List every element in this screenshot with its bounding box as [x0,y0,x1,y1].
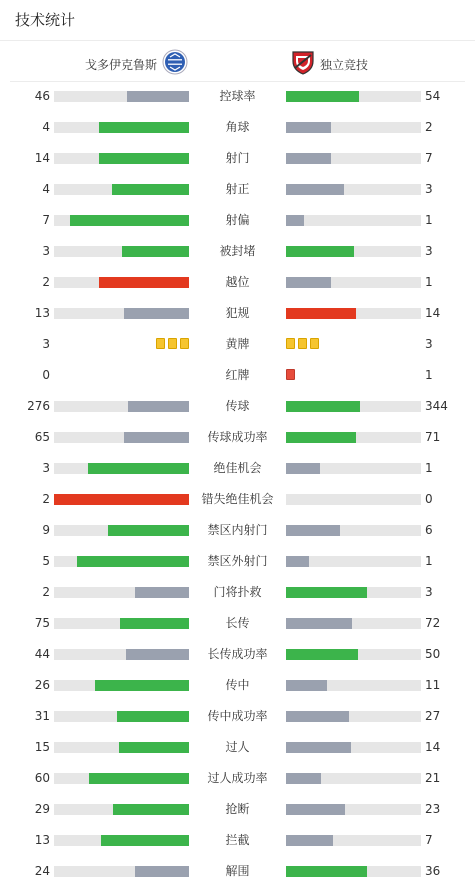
away-stat-bar-fill [286,153,331,164]
away-stat-bar-fill [286,184,344,195]
away-stat-value: 1 [425,213,433,227]
away-cards [286,369,295,380]
home-stat-bar [54,401,189,412]
away-stat-bar-fill [286,804,345,815]
home-stat-bar-fill [127,91,189,102]
away-stat-value: 7 [425,833,433,847]
home-team[interactable] [85,49,188,79]
away-stat-bar-fill [286,525,340,536]
home-stat-bar [54,680,189,691]
stat-name: 错失绝佳机会 [201,492,274,506]
home-stat-bar [54,308,189,319]
stat-row [0,81,475,112]
stat-name: 过人 [225,740,250,754]
stat-row [0,205,475,236]
yellow-card-icon [298,338,307,349]
home-stat-bar-fill [89,773,189,784]
away-stat-bar [286,463,421,474]
away-stat-bar [286,773,421,784]
home-stat-bar [54,463,189,474]
away-stat-value: 11 [425,678,441,692]
away-stat-bar-fill [286,308,356,319]
away-stat-bar-fill [286,401,360,412]
home-stat-bar-fill [99,153,189,164]
away-stat-bar [286,804,421,815]
stat-row [0,825,475,856]
away-team-crest-icon [291,49,315,79]
page-title: 技术统计 [15,11,76,29]
yellow-card-icon [168,338,177,349]
stat-name: 射偏 [225,213,250,227]
away-stat-bar [286,184,421,195]
home-stat-value: 3 [42,461,50,475]
away-stat-value: 1 [425,368,433,382]
home-stat-bar [54,866,189,877]
home-stat-value: 4 [42,182,50,196]
home-stat-bar [54,122,189,133]
away-cards [286,338,319,349]
home-stat-value: 46 [34,89,50,103]
away-stat-bar-fill [286,432,356,443]
away-stat-bar [286,618,421,629]
stat-name: 传中 [225,678,250,692]
away-team[interactable] [291,49,368,79]
away-stat-bar [286,91,421,102]
away-stat-bar-fill [286,773,321,784]
away-stat-bar [286,308,421,319]
home-stat-value: 7 [42,213,50,227]
home-stat-bar-fill [113,804,189,815]
away-stat-bar-fill [286,587,367,598]
stat-name: 传中成功率 [207,709,268,723]
stat-row [0,515,475,546]
home-stat-value: 44 [34,647,50,661]
home-stat-value: 2 [42,275,50,289]
stat-name: 绝佳机会 [213,461,262,475]
home-stat-value: 65 [34,430,50,444]
stat-row [0,670,475,701]
away-stat-bar [286,153,421,164]
home-stat-value: 31 [34,709,50,723]
away-stat-value: 1 [425,554,433,568]
stat-row [0,608,475,639]
home-stat-bar-fill [119,742,189,753]
away-stat-bar [286,742,421,753]
away-stat-bar-fill [286,618,352,629]
home-stat-value: 276 [27,399,50,413]
stats-list [0,81,475,887]
red-card-icon [286,369,295,380]
away-stat-bar-fill [286,277,331,288]
away-stat-bar-fill [286,215,304,226]
away-stat-bar-fill [286,91,359,102]
away-stat-bar [286,246,421,257]
stat-name: 射门 [225,151,250,165]
away-stat-bar-fill [286,556,309,567]
yellow-card-icon [286,338,295,349]
away-stat-value: 3 [425,585,433,599]
home-team-crest-icon [162,49,188,79]
stat-name: 犯规 [225,306,250,320]
home-stat-value: 13 [34,306,50,320]
stat-row [0,577,475,608]
divider [0,40,475,41]
home-stat-bar-fill [101,835,189,846]
home-stat-value: 26 [34,678,50,692]
away-stat-value: 71 [425,430,441,444]
away-stat-bar-fill [286,835,333,846]
away-stat-bar-fill [286,246,354,257]
home-stat-value: 9 [42,523,50,537]
away-stat-bar [286,215,421,226]
stat-row [0,236,475,267]
away-stat-value: 2 [425,120,433,134]
away-stat-value: 50 [425,647,441,661]
stat-name: 射正 [225,182,250,196]
home-stat-bar-fill [77,556,189,567]
away-stat-bar-fill [286,680,327,691]
away-stat-bar-fill [286,866,367,877]
home-stat-bar [54,277,189,288]
home-stat-value: 2 [42,585,50,599]
away-stat-bar [286,494,421,505]
stat-row [0,856,475,887]
home-stat-bar-fill [126,649,189,660]
away-stat-value: 36 [425,864,441,878]
stat-name: 长传成功率 [207,647,268,661]
home-stat-bar-fill [54,494,189,505]
home-stat-bar [54,494,189,505]
away-stat-value: 1 [425,461,433,475]
home-stat-value: 2 [42,492,50,506]
stat-row [0,112,475,143]
home-stat-bar [54,835,189,846]
away-stat-value: 6 [425,523,433,537]
away-stat-value: 3 [425,244,433,258]
home-stat-value: 3 [42,244,50,258]
stat-name: 解围 [225,864,250,878]
away-stat-value: 23 [425,802,441,816]
yellow-card-icon [180,338,189,349]
home-stat-value: 24 [34,864,50,878]
stat-row [0,794,475,825]
home-stat-value: 3 [42,337,50,351]
home-stat-bar [54,618,189,629]
home-team-name: 戈多伊克鲁斯 [84,57,157,72]
stat-row [0,639,475,670]
away-stat-value: 3 [425,182,433,196]
stat-row [0,329,475,360]
away-team-name: 独立竞技 [320,57,369,72]
stat-name: 红牌 [225,368,250,382]
home-stat-bar-fill [124,432,189,443]
stat-name: 门将扑救 [213,585,262,599]
stat-row [0,360,475,391]
stat-row [0,174,475,205]
stat-name: 长传 [225,616,250,630]
stat-row [0,763,475,794]
home-stat-bar-fill [124,308,189,319]
away-stat-value: 344 [425,399,448,413]
home-stat-bar [54,773,189,784]
home-stat-bar-fill [108,525,189,536]
home-stat-bar-fill [99,122,189,133]
stat-name: 禁区外射门 [207,554,268,568]
home-stat-value: 75 [34,616,50,630]
away-stat-bar-fill [286,649,358,660]
stat-row [0,267,475,298]
away-stat-value: 3 [425,337,433,351]
away-stat-bar-fill [286,122,331,133]
stat-name: 传球 [225,399,250,413]
home-stat-bar-fill [135,587,189,598]
away-stat-bar [286,649,421,660]
stat-name: 过人成功率 [207,771,268,785]
yellow-card-icon [156,338,165,349]
away-stat-bar [286,525,421,536]
away-stat-value: 14 [425,740,441,754]
away-stat-bar [286,711,421,722]
away-stat-value: 72 [425,616,441,630]
away-stat-bar [286,401,421,412]
home-stat-bar [54,153,189,164]
stat-row [0,298,475,329]
away-stat-value: 27 [425,709,441,723]
stat-name: 黄牌 [225,337,250,351]
stat-name: 禁区内射门 [207,523,268,537]
home-stat-value: 0 [42,368,50,382]
away-stat-bar [286,122,421,133]
stat-row [0,701,475,732]
stat-name: 角球 [225,120,250,134]
home-stat-value: 4 [42,120,50,134]
home-stat-bar [54,91,189,102]
stat-name: 传球成功率 [207,430,268,444]
away-stat-bar [286,866,421,877]
home-stat-bar-fill [112,184,189,195]
stat-name: 被封堵 [219,244,256,258]
away-stat-bar [286,680,421,691]
away-stat-value: 0 [425,492,433,506]
home-stat-value: 15 [34,740,50,754]
stat-row [0,453,475,484]
home-stat-value: 13 [34,833,50,847]
yellow-card-icon [310,338,319,349]
away-stat-bar [286,587,421,598]
teams-header [0,44,475,80]
home-stat-bar-fill [99,277,189,288]
away-stat-value: 54 [425,89,441,103]
home-stat-bar-fill [88,463,189,474]
stat-row [0,422,475,453]
home-stat-value: 14 [34,151,50,165]
home-stat-bar [54,711,189,722]
stat-row [0,143,475,174]
home-stat-bar [54,649,189,660]
home-stat-bar [54,215,189,226]
away-stat-bar-fill [286,711,349,722]
stat-name: 越位 [225,275,250,289]
home-cards [156,338,189,349]
home-stat-bar [54,184,189,195]
stat-name: 控球率 [219,89,256,103]
stat-name: 抢断 [225,802,250,816]
home-stat-bar-fill [122,246,190,257]
stat-name: 拦截 [225,833,250,847]
home-stat-bar [54,742,189,753]
home-stat-bar-fill [117,711,189,722]
away-stat-value: 7 [425,151,433,165]
home-stat-bar [54,432,189,443]
away-stat-bar [286,277,421,288]
home-stat-bar-fill [128,401,189,412]
home-stat-bar-fill [120,618,189,629]
stat-row [0,546,475,577]
home-stat-value: 29 [34,802,50,816]
home-stat-bar-fill [135,866,189,877]
home-stat-bar [54,525,189,536]
home-stat-bar [54,804,189,815]
stat-row [0,484,475,515]
home-stat-bar [54,246,189,257]
away-stat-bar-fill [286,463,320,474]
away-stat-bar [286,835,421,846]
home-stat-bar [54,587,189,598]
home-stat-bar [54,556,189,567]
stat-row [0,391,475,422]
home-stat-value: 5 [42,554,50,568]
home-stat-bar-fill [95,680,190,691]
stat-row [0,732,475,763]
away-stat-bar-fill [286,742,351,753]
away-stat-value: 21 [425,771,441,785]
home-stat-value: 60 [34,771,50,785]
away-stat-value: 14 [425,306,441,320]
away-stat-value: 1 [425,275,433,289]
home-stat-bar-fill [70,215,189,226]
away-stat-bar [286,556,421,567]
away-stat-bar [286,432,421,443]
